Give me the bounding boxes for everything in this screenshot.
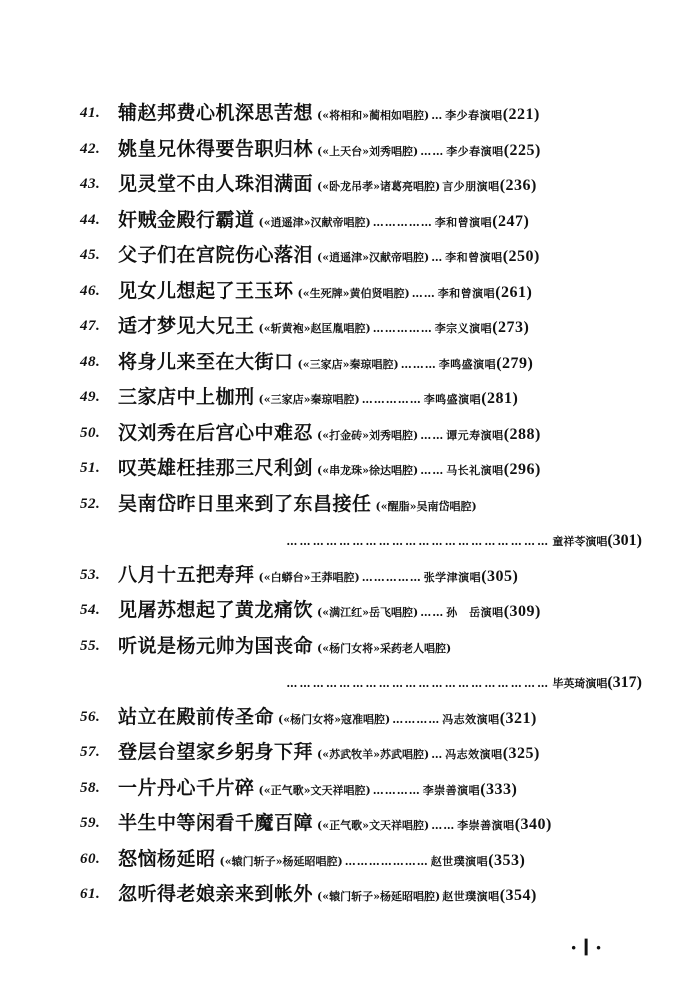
entry-number: 61. [80,886,101,902]
performer: 李和曾演唱 [434,215,493,229]
toc-entry [0,167,690,203]
entry-title-text: 见女儿想起了王玉环 [118,279,294,302]
entry-number: 56. [80,708,101,725]
leader-dots: …… [420,428,445,442]
toc-entry [0,380,690,416]
entry-title-text: 三家店中上枷刑 [118,386,255,408]
page-ref: (301) [607,532,642,549]
entry-title-text: 吴南岱昨日里来到了东昌接任 [118,492,372,515]
entry-number: 47. [80,318,101,334]
entry-number: 60. [80,850,101,867]
leader-dots: …………………………………………………… [286,677,551,690]
entry-source: («斩黄袍»赵匡胤唱腔) [258,322,371,335]
entry-title-text: 怒恼杨延昭 [118,847,216,870]
performer: 童祥苓演唱 [552,535,608,548]
entry-title [118,96,540,134]
performer: 孙 岳演唱 [446,606,504,619]
entry-number: 48. [80,353,101,370]
entry-title [118,238,540,276]
entry-title [118,451,541,489]
entry-source: («醒脂»吴南岱唱腔) [375,499,477,513]
performer: 李鸣盛演唱 [438,357,497,371]
entry-title [118,558,518,596]
entry-title-text: 一片丹心千片碎 [118,776,255,799]
entry-title [118,309,529,347]
toc-entry [0,806,690,842]
entry-source: («三家店»秦琼唱腔) [297,357,399,371]
toc-entry-continuation [0,664,690,700]
entry-source: («正气歌»文天祥唱腔) [258,783,371,797]
toc-entry [0,629,690,665]
toc-entry [0,842,690,878]
entry-title-text: 站立在殿前传圣命 [118,705,275,728]
page-ref: (309) [503,603,541,620]
entry-title [118,629,451,667]
performer: 李宗义演唱 [434,322,493,335]
performer: 言少朋演唱 [442,180,500,193]
entry-title-text: 汉刘秀在后宫心中难忍 [118,421,314,444]
entry-title-text: 八月十五把寿拜 [118,563,255,586]
entry-title [118,380,518,418]
toc-entry-leader [150,522,642,560]
toc-entry [0,203,690,239]
leader-dots: ………… [392,712,441,726]
entry-source: («逍遥津»汉献帝唱腔) [317,251,430,264]
toc-entry [0,345,690,381]
toc-entry [0,132,690,168]
leader-dots: …… [411,286,436,300]
entry-source: («杨门女将»采药老人唱腔) [317,641,452,655]
leader-dots: ………… [372,783,421,797]
entry-title [118,593,541,631]
entry-title [118,167,537,205]
entry-source: («打金砖»刘秀唱腔) [317,428,419,442]
leader-dots: … [431,251,444,264]
toc-entry [0,274,690,310]
entry-source: («满江红»岳飞唱腔) [317,606,419,619]
performer: 李崇善演唱 [422,783,481,797]
toc-entry [0,416,690,452]
entry-title-text: 适才梦见大兄王 [118,315,255,337]
leader-dots: ………………… [344,854,429,868]
entry-number: 41. [80,105,101,121]
entry-number: 43. [80,176,101,192]
entry-source: («上天台»刘秀唱腔) [317,144,419,158]
entry-source: («辕门斩子»杨延昭唱腔) [219,854,343,868]
performer: 李少春演唱 [445,109,503,122]
leader-dots: …… [420,606,445,619]
entry-title [118,806,552,844]
entry-title-text: 见灵堂不由人珠泪满面 [118,173,314,195]
leader-dots: …… [431,819,456,832]
performer: 李和曾演唱 [437,286,496,300]
leader-dots: …… [420,144,445,158]
page-ref: (261) [495,283,533,301]
leader-dots: …………… [372,322,433,335]
page-ref: (225) [503,141,541,159]
entry-title [118,487,477,525]
entry-number: 52. [80,495,101,512]
page-ref: (288) [503,425,541,443]
entry-title [118,735,540,773]
performer: 赵世璞演唱 [442,890,500,903]
page-ref: (247) [492,212,530,230]
toc-entry [0,735,690,771]
entry-title-text: 辅赵邦费心机深思苦想 [118,102,314,124]
entry-number: 45. [80,247,101,263]
leader-dots: … [431,109,444,122]
entry-title [118,771,517,809]
toc-entry [0,96,690,132]
toc-entry [0,309,690,345]
toc-entry [0,451,690,487]
entry-title-text: 父子们在宫院伤心落泪 [118,244,314,266]
toc-entry [0,238,690,274]
toc-entry-leader [150,664,642,702]
leader-dots: …………… [361,393,422,406]
leader-dots: … [431,748,444,761]
toc-entry [0,877,690,913]
entry-source: («串龙珠»徐达唱腔) [317,464,419,477]
entry-title-text: 半生中等闲看千魔百障 [118,812,314,834]
entry-title-text: 奸贼金殿行霸道 [118,208,255,231]
performer: 毕英琦演唱 [552,677,608,690]
entry-title [118,416,541,454]
page-ref: (340) [514,816,552,833]
performer: 冯志效演唱 [445,748,503,761]
entry-number: 49. [80,389,101,405]
toc-entry [0,771,690,807]
entry-number: 53. [80,566,101,583]
entry-source: («逍遥津»汉献帝唱腔) [258,215,371,229]
performer: 李崇善演唱 [457,819,515,832]
page-number-marker: · Ⅰ · [570,935,603,960]
performer: 李少春演唱 [446,144,504,158]
toc-entry [0,558,690,594]
entry-number: 58. [80,779,101,796]
entry-title [118,274,532,312]
page-ref: (333) [480,780,518,798]
entry-number: 55. [80,637,101,654]
entry-number: 44. [80,211,101,228]
entry-source: («正气歌»文天祥唱腔) [317,819,430,832]
performer: 谭元寿演唱 [446,428,504,442]
entry-title-text: 登层台望家乡躬身下拜 [118,741,314,763]
toc-entry-continuation [0,522,690,558]
entry-title [118,345,533,383]
page-ref: (250) [502,248,540,265]
leader-dots: …………… [372,215,433,229]
entry-source: («杨门女将»寇准唱腔) [278,712,391,726]
page-ref: (281) [481,390,519,407]
page-ref: (236) [499,177,537,194]
entry-title-text: 将身儿来至在大街口 [118,350,294,373]
leader-dots: ……… [400,357,437,371]
page-ref: (279) [496,354,534,372]
entry-number: 57. [80,744,101,760]
performer: 赵世璞演唱 [430,854,489,868]
leader-dots: …… [420,464,445,477]
performer: 张学津演唱 [423,570,482,584]
table-of-contents [0,96,690,913]
page-ref: (305) [481,567,519,585]
entry-source: («卧龙吊孝»诸葛亮唱腔) [317,180,441,193]
entry-title [118,700,537,738]
entry-source: («白蟒台»王莽唱腔) [258,570,360,584]
entry-number: 51. [80,460,101,476]
performer: 李鸣盛演唱 [423,393,482,406]
page-ref: (325) [502,745,540,762]
entry-title-text: 姚皇兄休得要告职归林 [118,137,314,160]
entry-title-text: 见屠苏想起了黄龙痛饮 [118,599,314,621]
entry-title [118,877,537,915]
entry-title-text: 听说是杨元帅为国丧命 [118,634,314,657]
toc-entry [0,700,690,736]
entry-title [118,132,541,170]
entry-source: («生死牌»黄伯贤唱腔) [297,286,410,300]
entry-number: 46. [80,282,101,299]
page-ref: (317) [607,674,642,691]
entry-source: («三家店»秦琼唱腔) [258,393,360,406]
entry-number: 50. [80,424,101,441]
entry-title [118,842,525,880]
entry-number: 59. [80,815,101,831]
entry-source: («将相和»蔺相如唱腔) [317,109,430,122]
entry-number: 42. [80,140,101,157]
entry-number: 54. [80,602,101,618]
entry-source: («辕门斩子»杨延昭唱腔) [317,890,441,903]
entry-source: («苏武牧羊»苏武唱腔) [317,748,430,761]
performer: 马长礼演唱 [446,464,504,477]
page-ref: (221) [502,106,540,123]
performer: 冯志效演唱 [442,712,500,726]
toc-entry [0,593,690,629]
page-ref: (273) [492,319,530,336]
page-ref: (296) [503,461,541,478]
entry-title-text: 忽听得老娘亲来到帐外 [118,883,314,905]
page-ref: (353) [488,851,526,869]
leader-dots: …………………………………………………… [286,535,551,548]
page-ref: (354) [499,887,537,904]
entry-title [118,203,529,241]
performer: 李和曾演唱 [445,251,503,264]
leader-dots: …………… [361,570,422,584]
entry-title-text: 叹英雄枉挂那三尺利剑 [118,457,314,479]
page-ref: (321) [499,709,537,727]
toc-entry [0,487,690,523]
